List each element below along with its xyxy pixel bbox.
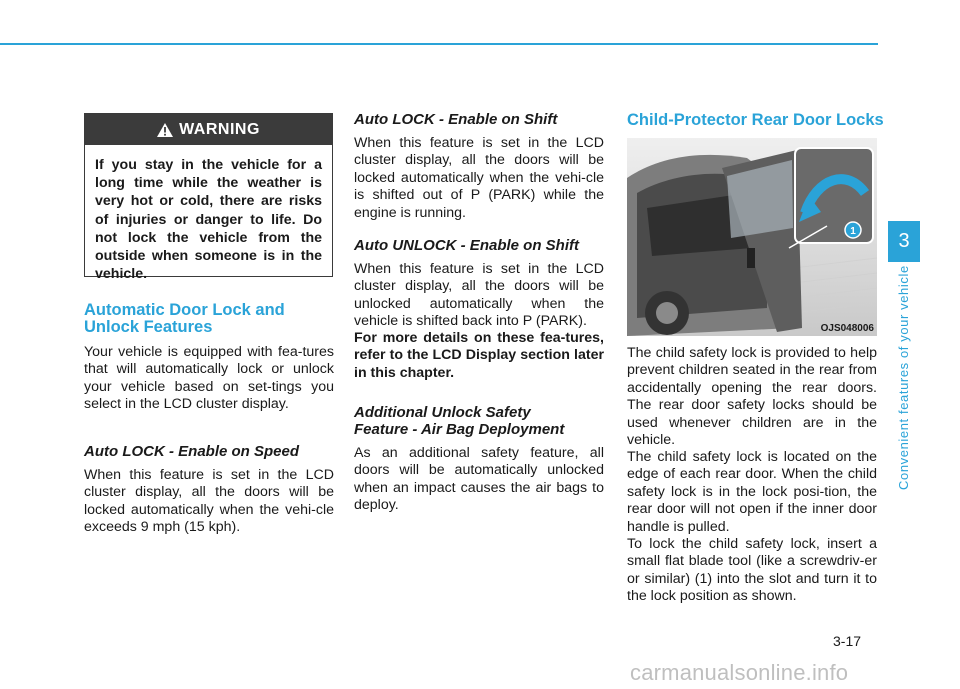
child-lock-paragraph-3: To lock the child safety lock, insert a small flat blade tool (like a screwdriv-er or similar) (1) into the slot and turn it to the lock position as shown. xyxy=(627,536,877,605)
top-rule xyxy=(0,43,878,45)
enable-on-speed-paragraph: When this feature is set in the LCD cluster display, all the doors will be locked automatically when the vehi-cle exceeds 9 mph (15 kph). xyxy=(84,467,334,536)
section-heading-child-lock: Child-Protector Rear Door Locks xyxy=(627,111,884,129)
enable-on-shift-paragraph: When this feature is set in the LCD cluster display, all the doors will be locked automatically when the vehi-cle is shifted out of P (PARK) while the engine is running. xyxy=(354,135,604,221)
chapter-title: Convenient features of your vehicle xyxy=(896,265,911,490)
air-bag-title-line2: Feature - Air Bag Deployment xyxy=(354,421,565,438)
child-lock-paragraph-1: The child safety lock is provided to help prevent children seated in the rear from accidentally opening the rear doors. The rear door safety locks should be used whenever children are in the vehicle. xyxy=(627,345,877,449)
warning-box xyxy=(84,113,333,283)
warning-title: WARNING xyxy=(179,120,260,138)
figure-callout-number: 1 xyxy=(850,226,856,237)
warning-header xyxy=(85,114,332,145)
car-rear-door-image xyxy=(627,138,877,336)
chapter-tab: 3 xyxy=(888,221,920,262)
lcd-display-note: For more details on these fea-tures, refer to the LCD Display section later in this chapter. xyxy=(354,330,604,381)
warning-triangle-icon xyxy=(157,123,173,137)
air-bag-unlock-paragraph: As an additional safety feature, all doors will be automatically unlocked when an impact causes the air bags to deploy. xyxy=(354,445,604,514)
figure-code: OJS048006 xyxy=(820,323,874,334)
child-lock-illustration xyxy=(627,138,877,336)
intro-paragraph: Your vehicle is equipped with fea-tures that will automatically lock or unlock your vehicle based on set-tings you select in the LCD cluster display. xyxy=(84,344,334,413)
child-lock-paragraph-2: The child safety lock is located on the edge of each rear door. When the child safety lock is in the lock posi-tion, the rear door will not open if the inner door handle is pulled. xyxy=(627,449,877,535)
subheading-air-bag-unlock xyxy=(354,404,604,438)
unlock-on-shift-paragraph: When this feature is set in the LCD cluster display, all the doors will be unlocked automatically when the vehicle is shifted back into P (PARK). xyxy=(354,261,604,330)
section-heading-auto-lock: Automatic Door Lock and Unlock Features xyxy=(84,301,285,336)
subheading-enable-on-shift: Auto LOCK - Enable on Shift xyxy=(354,111,558,128)
warning-text: If you stay in the vehicle for a long time while the weather is very hot or cold, there are risks of injuries or danger to life. Do not lock the vehicle from the outside when someone is in the vehicle. xyxy=(95,157,322,283)
footer-watermark: carmanualsonline.info xyxy=(630,660,849,685)
subheading-unlock-on-shift: Auto UNLOCK - Enable on Shift xyxy=(354,237,579,254)
subheading-enable-on-speed: Auto LOCK - Enable on Speed xyxy=(84,443,300,460)
page-number: 3-17 xyxy=(833,633,862,649)
air-bag-title-line1: Additional Unlock Safety xyxy=(354,404,531,421)
